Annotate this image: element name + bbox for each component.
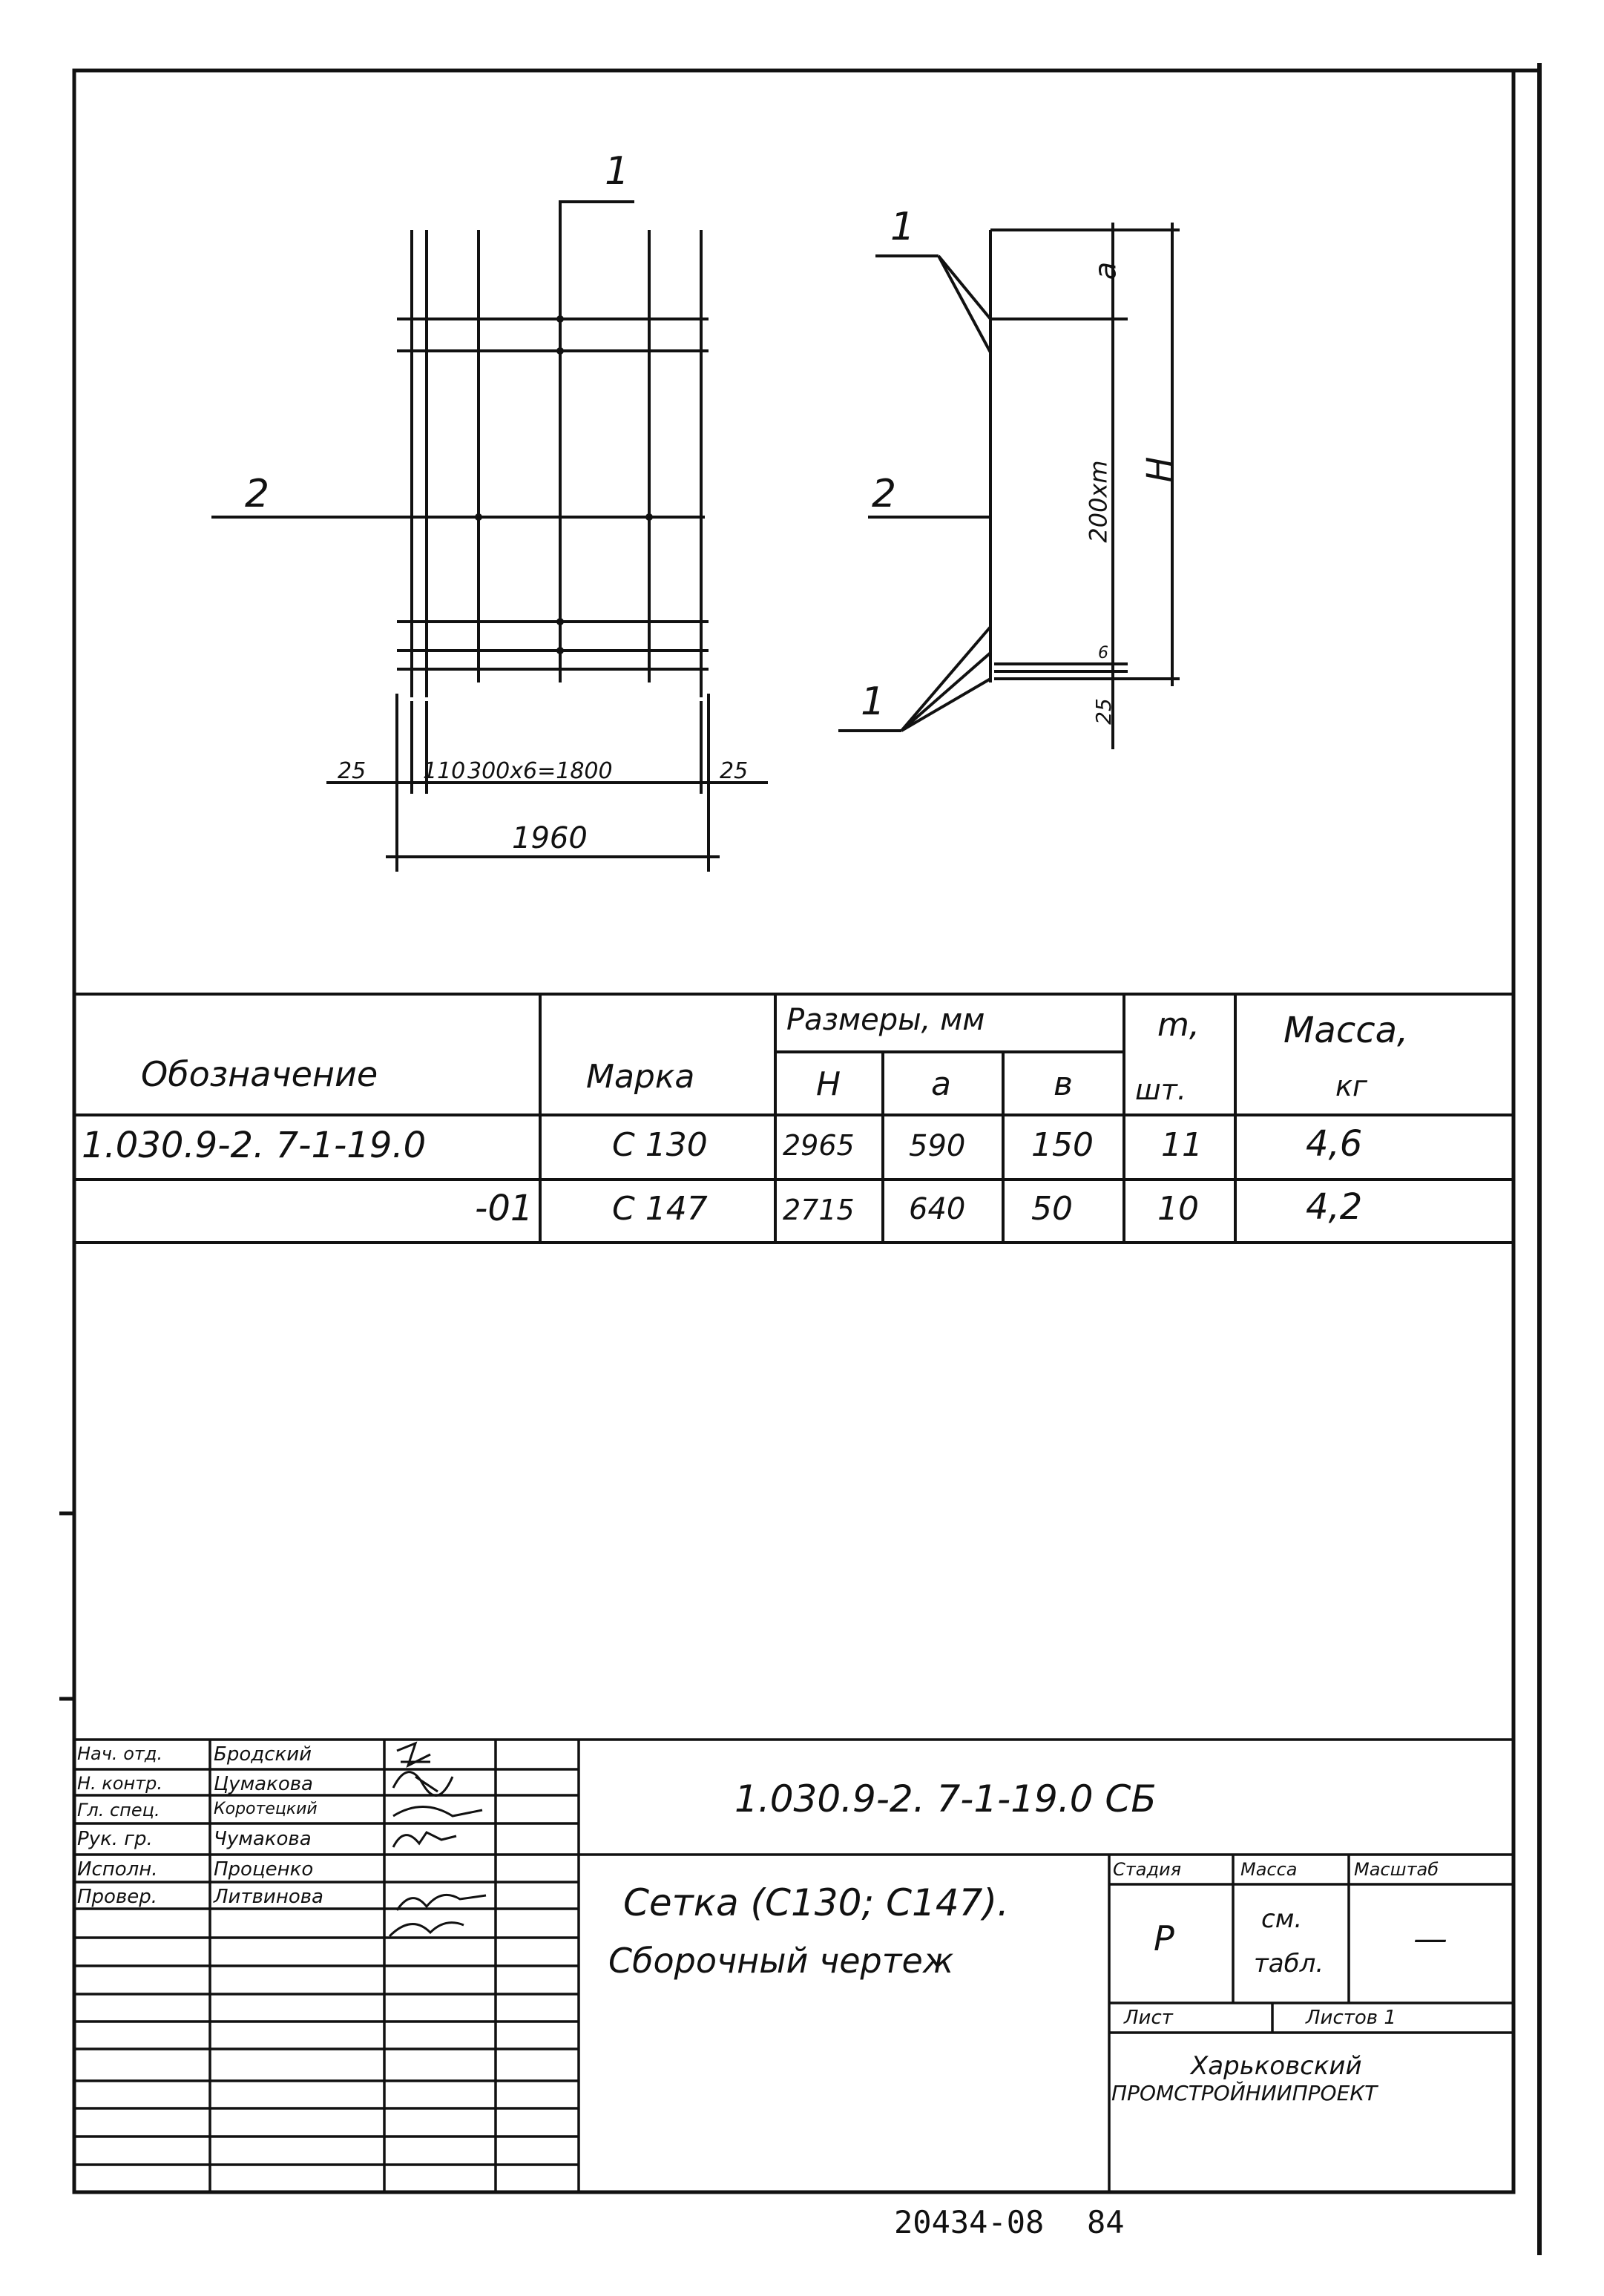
- org-line-2: ПРОМСТРОЙНИИПРОЕКТ: [1111, 2081, 1378, 2105]
- header-dimensions: Размеры, мм: [786, 1003, 985, 1037]
- header-mark: Марка: [586, 1058, 695, 1096]
- row1-H: 2965: [783, 1129, 855, 1162]
- row2-H: 2715: [783, 1194, 855, 1226]
- dim-a: a: [1088, 261, 1123, 280]
- role-4: Исполн.: [77, 1858, 158, 1881]
- title-line-1: Сетка (C130; C147).: [623, 1881, 1009, 1924]
- row1-b: 150: [1031, 1126, 1094, 1164]
- callout-2-side: 2: [872, 472, 897, 516]
- callout-2-left: 2: [245, 472, 270, 516]
- mass-value-2: табл.: [1254, 1949, 1324, 1978]
- role-1: Н. контр.: [77, 1773, 163, 1794]
- name-2: Коротецкий: [214, 1800, 318, 1818]
- header-m: m,: [1157, 1006, 1200, 1044]
- role-2: Гл. спец.: [77, 1800, 160, 1820]
- row1-mark: C 130: [612, 1126, 708, 1164]
- row1-designation: 1.030.9-2. 7-1-19.0: [82, 1125, 427, 1166]
- header-designation: Обозначение: [141, 1054, 378, 1094]
- mesh-nodes: [475, 315, 653, 654]
- dim-spacing: 300x6=1800: [467, 758, 613, 784]
- header-b: в: [1054, 1065, 1073, 1103]
- title-line-2: Сборочный чертеж: [608, 1941, 954, 1981]
- dim-m-spacing: 200xm: [1084, 460, 1113, 543]
- sheet-label: Лист: [1124, 2007, 1173, 2029]
- dim-width: 1960: [512, 821, 588, 855]
- inventory-number: 20434-08: [894, 2204, 1045, 2240]
- dim-110: 110: [423, 758, 466, 784]
- row2-a: 640: [909, 1192, 966, 1226]
- dim-right-25: 25: [720, 758, 749, 784]
- row2-b: 50: [1031, 1190, 1073, 1228]
- org-line-1: Харьковский: [1191, 2051, 1362, 2081]
- row1-mass: 4,6: [1306, 1123, 1363, 1165]
- page-number: 84: [1087, 2204, 1125, 2240]
- callout-1-top: 1: [605, 149, 630, 194]
- name-4: Проценко: [214, 1858, 314, 1881]
- dim-bottom-small: 6: [1098, 644, 1108, 662]
- dim-left-25: 25: [338, 758, 367, 784]
- row2-mass: 4,2: [1306, 1186, 1363, 1228]
- row2-mark: C 147: [612, 1190, 708, 1228]
- mass-value-1: см.: [1261, 1904, 1303, 1934]
- role-0: Нач. отд.: [77, 1743, 163, 1764]
- callout-1-side-top: 1: [890, 205, 916, 249]
- stage-label: Стадия: [1113, 1859, 1182, 1880]
- header-a: a: [931, 1065, 951, 1103]
- sheets-label: Листов 1: [1306, 2007, 1396, 2029]
- dim-H: H: [1139, 456, 1180, 483]
- header-H: H: [816, 1065, 841, 1103]
- header-m-unit: шт.: [1135, 1073, 1186, 1106]
- scale-label: Масштаб: [1354, 1859, 1439, 1880]
- name-3: Чумакова: [214, 1828, 312, 1850]
- doc-code: 1.030.9-2. 7-1-19.0 СБ: [734, 1777, 1157, 1820]
- callout-1-side-bottom: 1: [861, 680, 886, 724]
- row1-a: 590: [909, 1129, 966, 1163]
- scale-value: —: [1413, 1918, 1447, 1958]
- row2-designation: -01: [475, 1188, 533, 1229]
- header-mass: Масса,: [1283, 1010, 1409, 1051]
- mass-label: Масса: [1240, 1859, 1298, 1880]
- role-5: Провер.: [77, 1886, 158, 1908]
- row1-m: 11: [1161, 1126, 1203, 1164]
- header-mass-unit: кг: [1335, 1070, 1367, 1102]
- name-0: Бродский: [214, 1743, 312, 1766]
- signatures: [390, 1743, 486, 1936]
- role-3: Рук. гр.: [77, 1828, 153, 1850]
- stage-value: Р: [1154, 1918, 1174, 1958]
- name-5: Литвинова: [214, 1886, 323, 1908]
- row2-m: 10: [1157, 1190, 1199, 1228]
- name-1: Цумакова: [214, 1773, 313, 1795]
- dim-bottom-25: 25: [1091, 698, 1116, 725]
